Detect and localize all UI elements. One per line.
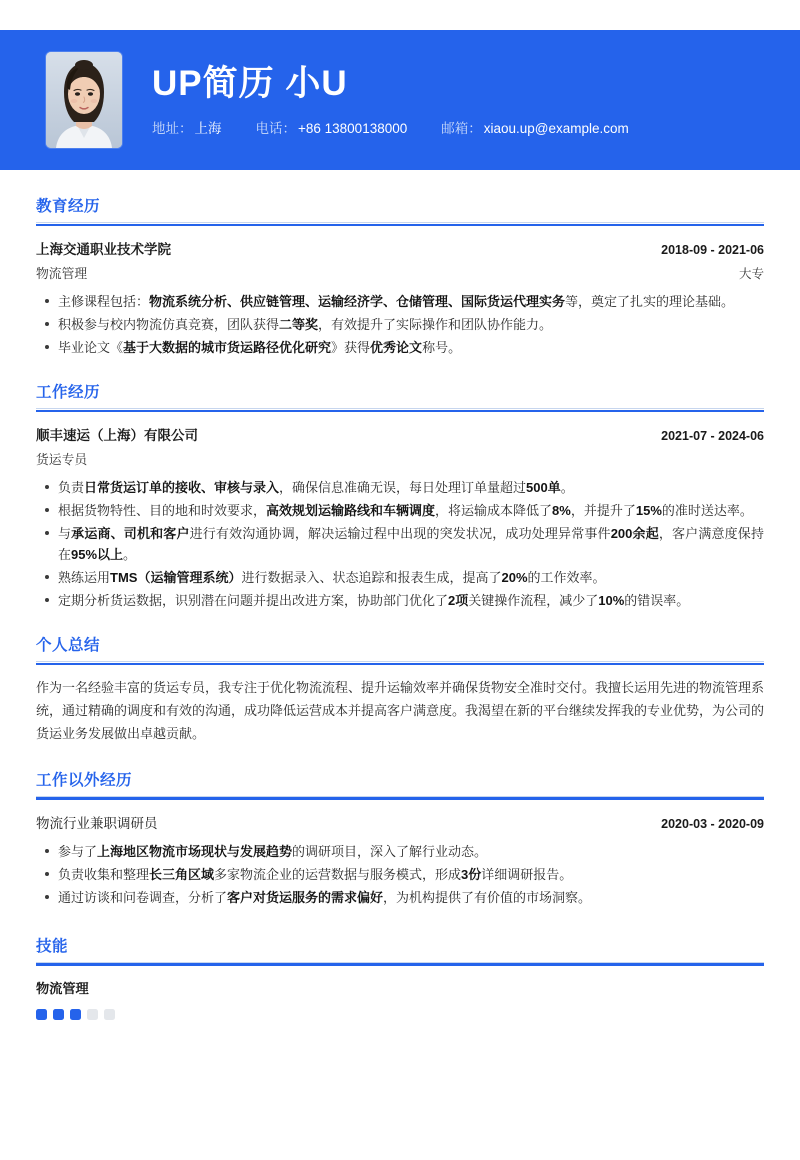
list-item: 根据货物特性、目的地和时效要求，高效规划运输路线和车辆调度，将运输成本降低了8%，并提升了15%的准时送达率。 <box>58 500 764 521</box>
avatar <box>46 52 122 148</box>
skills-list <box>36 978 764 1020</box>
list-item: 与承运商、司机和客户进行有效沟通协调，解决运输过程中出现的突发状况，成功处理异常事件200余起，客户满意度保持在95%以上。 <box>58 523 764 565</box>
education-entry-sub <box>36 263 764 282</box>
skill-dot-filled <box>53 1009 64 1020</box>
extracurricular-date: 2020-03 - 2020-09 <box>661 816 764 831</box>
work-date: 2021-07 - 2024-06 <box>661 429 764 444</box>
work-entry <box>36 424 764 611</box>
section-title-work: 工作经历 <box>36 384 101 402</box>
work-entry-sub <box>36 449 764 468</box>
contact-email-label: 邮箱： <box>441 120 482 136</box>
summary-text: 作为一名经验丰富的货运专员，我专注于优化物流流程、提升运输效率并确保货物安全准时交付。我擅长运用先进的物流管理系统，通过精确的调度和有效的沟通，成功降低运营成本并提高客户满意度。我渴望在新的平台继续发挥我的专业优势，为公司的货运业务发展做出卓越贡献。 <box>36 680 765 741</box>
contact-phone <box>256 121 408 137</box>
skill-dot-empty <box>104 1009 115 1020</box>
skill-dot-filled <box>36 1009 47 1020</box>
education-entry-head <box>36 238 764 258</box>
education-degree: 大专 <box>738 267 764 281</box>
section-title-skills: 技能 <box>36 937 69 955</box>
work-company: 顺丰速运（上海）有限公司 <box>36 428 198 444</box>
list-item: 定期分析货运数据，识别潜在问题并提出改进方案，协助部门优化了2项关键操作流程，减少了10%的错误率。 <box>58 590 764 611</box>
section-divider <box>36 661 764 665</box>
list-item: 负责日常货运订单的接收、审核与录入，确保信息准确无误，每日处理订单量超过500单。 <box>58 477 764 498</box>
section-extracurricular <box>36 768 764 908</box>
resume-header <box>0 30 800 170</box>
list-item: 熟练运用TMS（运输管理系统）进行数据录入、状态追踪和报表生成，提高了20%的工作效率。 <box>58 567 764 588</box>
section-work <box>36 380 764 611</box>
list-item: 通过访谈和问卷调查，分析了客户对货运服务的需求偏好，为机构提供了有价值的市场洞察。 <box>58 887 764 908</box>
education-date: 2018-09 - 2021-06 <box>661 243 764 257</box>
page-title: UP简历 小U <box>152 63 348 103</box>
section-divider <box>36 222 764 226</box>
contact-address <box>152 121 222 137</box>
work-entry-head <box>36 424 764 444</box>
education-school: 上海交通职业技术学院 <box>36 242 171 257</box>
extracurricular-entry <box>36 812 764 908</box>
work-bullets <box>36 477 764 611</box>
work-role: 货运专员 <box>36 452 88 468</box>
list-item: 负责收集和整理长三角区域多家物流企业的运营数据与服务模式，形成3份详细调研报告。 <box>58 864 764 885</box>
resume-body <box>0 194 800 1020</box>
list-item: 参与了上海地区物流市场现状与发展趋势的调研项目，深入了解行业动态。 <box>58 841 764 862</box>
section-divider <box>36 796 764 800</box>
resume-page <box>0 30 800 1160</box>
extracurricular-entry-head <box>36 812 764 832</box>
contact-phone-value: +86 13800138000 <box>298 120 408 136</box>
education-entry <box>36 238 764 358</box>
list-item: 主修课程包括：物流系统分析、供应链管理、运输经济学、仓储管理、国际货运代理实务等，奠定了扎实的理论基础。 <box>58 291 764 312</box>
section-education <box>36 194 764 358</box>
section-skills <box>36 934 764 1020</box>
list-item: 毕业论文《基于大数据的城市货运路径优化研究》获得优秀论文称号。 <box>58 337 764 358</box>
skill-dot-empty <box>87 1009 98 1020</box>
section-title-extracurricular: 工作以外经历 <box>36 771 133 789</box>
skill-level-dots <box>36 1009 764 1020</box>
section-summary <box>36 633 764 745</box>
section-divider <box>36 962 764 966</box>
section-title-education: 教育经历 <box>36 198 101 215</box>
contact-email-value: xiaou.up@example.com <box>483 120 629 136</box>
section-divider <box>36 408 764 412</box>
extracurricular-bullets <box>36 841 764 908</box>
section-title-summary: 个人总结 <box>36 637 101 655</box>
contact-row <box>152 121 629 137</box>
skill-name: 物流管理 <box>36 980 89 996</box>
education-major: 物流管理 <box>36 266 88 281</box>
contact-email <box>441 121 629 137</box>
list-item: 积极参与校内物流仿真竞赛，团队获得二等奖，有效提升了实际操作和团队协作能力。 <box>58 314 764 335</box>
extracurricular-role: 物流行业兼职调研员 <box>36 815 158 831</box>
skill-row <box>36 978 764 1020</box>
education-bullets <box>36 291 764 358</box>
skill-dot-filled <box>70 1009 81 1020</box>
contact-address-value: 上海 <box>194 120 222 136</box>
contact-phone-label: 电话： <box>255 120 296 136</box>
contact-address-label: 地址： <box>152 120 193 136</box>
header-text-block <box>152 63 629 137</box>
